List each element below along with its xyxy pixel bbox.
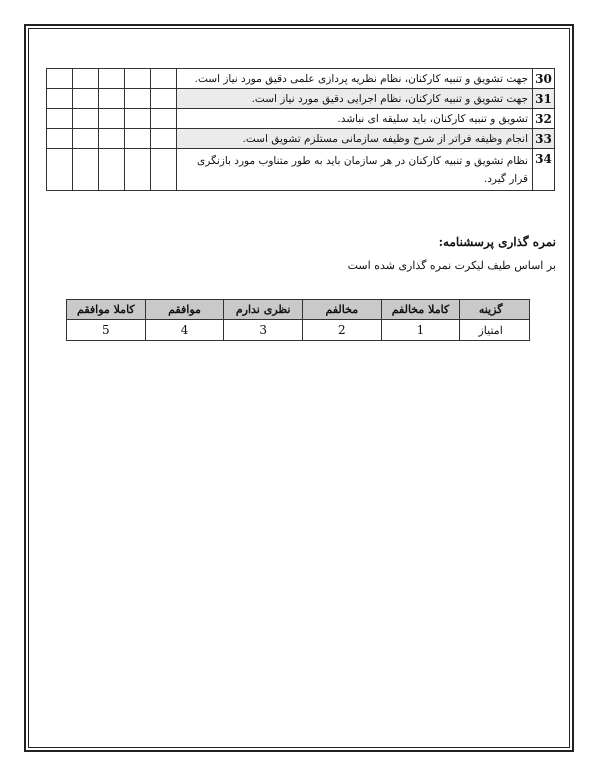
answer-cell[interactable] <box>150 149 176 191</box>
question-text: انجام وظیفه فراتر از شرح وظیفه سازمانی مستلزم تشویق است. <box>176 129 532 149</box>
option-label: کاملا مخالفم <box>381 300 460 320</box>
scoring-header-row <box>67 300 530 320</box>
scoring-title: نمره گذاری پرسشنامه: <box>438 235 556 249</box>
question-number: 33 <box>533 129 555 149</box>
option-score: 1 <box>381 320 460 341</box>
question-number: 34 <box>533 149 555 191</box>
question-row <box>47 149 555 191</box>
option-score: 3 <box>224 320 303 341</box>
scoring-description: بر اساس طیف لیکرت نمره گذاری شده است <box>347 259 556 272</box>
question-number: 32 <box>533 109 555 129</box>
score-row-label: امتیاز <box>460 320 530 341</box>
answer-cell[interactable] <box>98 149 124 191</box>
option-score: 2 <box>302 320 381 341</box>
answer-cell[interactable] <box>72 89 98 109</box>
option-header: گزینه <box>460 300 530 320</box>
questionnaire-table <box>46 68 555 191</box>
answer-cell[interactable] <box>124 69 150 89</box>
answer-cell[interactable] <box>124 129 150 149</box>
question-number: 30 <box>533 69 555 89</box>
answer-cell[interactable] <box>124 149 150 191</box>
option-label: نظری ندارم <box>224 300 303 320</box>
answer-cell[interactable] <box>47 129 73 149</box>
answer-cell[interactable] <box>47 149 73 191</box>
answer-cell[interactable] <box>98 89 124 109</box>
question-row <box>47 69 555 89</box>
answer-cell[interactable] <box>98 129 124 149</box>
option-score: 4 <box>145 320 224 341</box>
answer-cell[interactable] <box>150 69 176 89</box>
option-label: کاملا موافقم <box>67 300 146 320</box>
question-text: جهت تشویق و تنبیه کارکنان، نظام اجرایی دقیق مورد نیاز است. <box>176 89 532 109</box>
answer-cell[interactable] <box>72 149 98 191</box>
answer-cell[interactable] <box>124 89 150 109</box>
scoring-table <box>66 299 530 341</box>
option-score: 5 <box>67 320 146 341</box>
question-text: تشویق و تنبیه کارکنان، باید سلیقه ای نباشد. <box>176 109 532 129</box>
question-row <box>47 89 555 109</box>
question-row <box>47 129 555 149</box>
option-label: موافقم <box>145 300 224 320</box>
answer-cell[interactable] <box>72 69 98 89</box>
answer-cell[interactable] <box>150 129 176 149</box>
question-text: جهت تشویق و تنبیه کارکنان، نظام نظریه پردازی علمی دقیق مورد نیاز است. <box>176 69 532 89</box>
question-number: 31 <box>533 89 555 109</box>
answer-cell[interactable] <box>47 89 73 109</box>
answer-cell[interactable] <box>98 69 124 89</box>
answer-cell[interactable] <box>98 109 124 129</box>
answer-cell[interactable] <box>47 109 73 129</box>
option-label: مخالفم <box>302 300 381 320</box>
scoring-values-row <box>67 320 530 341</box>
question-row <box>47 109 555 129</box>
answer-cell[interactable] <box>72 129 98 149</box>
answer-cell[interactable] <box>150 109 176 129</box>
question-text: نظام تشویق و تنبیه کارکنان در هر سازمان باید به طور متناوب مورد بازنگری قرار گیرد. <box>176 149 532 191</box>
answer-cell[interactable] <box>124 109 150 129</box>
answer-cell[interactable] <box>150 89 176 109</box>
answer-cell[interactable] <box>72 109 98 129</box>
answer-cell[interactable] <box>47 69 73 89</box>
